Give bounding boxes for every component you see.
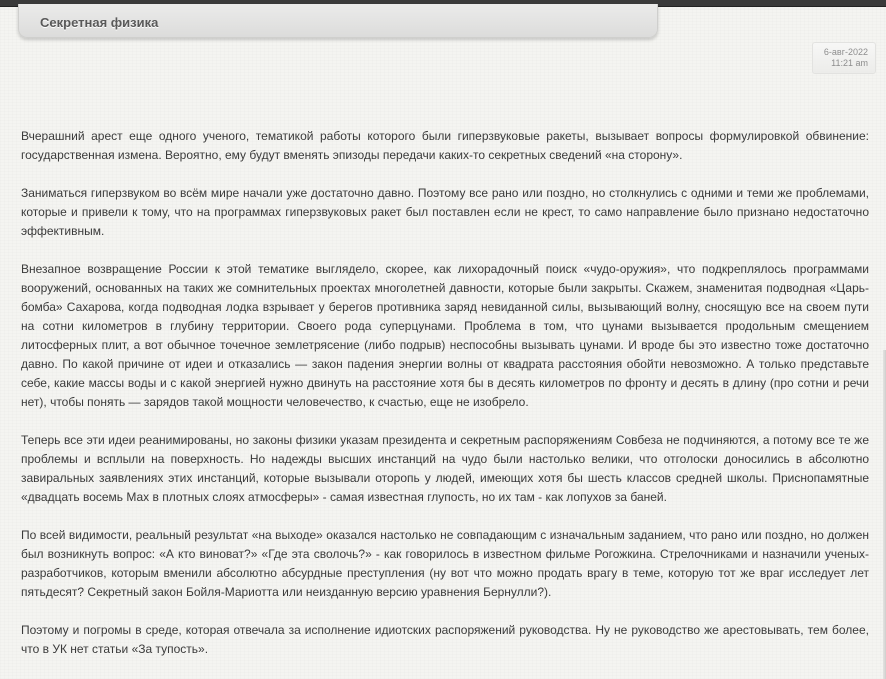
post-header (18, 4, 658, 38)
post-date-badge (812, 42, 876, 74)
post-date: 6-авг-2022 (823, 47, 868, 57)
post-paragraph: Вчерашний арест еще одного ученого, тематикой работы которого были гиперзвуковые ракеты, вызывает вопросы формулировкой обвинение: государственная измена. Вероятно, ему будут вменять эпизоды передачи каких-то секретных сведений «на сторону». (21, 129, 869, 162)
post-title[interactable]: Секретная физика (40, 15, 159, 30)
post-paragraph: Заниматься гиперзвуком во всём мире начали уже достаточно давно. Поэтому все рано или поздно, но столкнулись с одними и теми же проблемами, которые и привели к тому, что на программах гиперзвуковых ракет был поставлен если не крест, то само направление было признано недостаточно эффективным. (21, 186, 869, 238)
post-body (21, 127, 869, 659)
post-paragraph: Внезапное возвращение России к этой тематике выглядело, скорее, как лихорадочный поиск «чудо-оружия», что подкреплялось программами вооружений, основанных на таких же сомнительных проектах многолетней давности, которые были закрыты. Скажем, знаменитая подводная «Царь-бомба» Сахарова, когда подводная лодка взрывает у берегов противника заряд невиданной силы, вызывающий волну, сносящую все на своем пути на сотни километров в глубину территории. Своего рода суперцунами. Проблема в том, что цунами вызывается продольным смещением литосферных плит, а вот обычное точечное землетрясение (либо подрыв) неспособны вызывать цунами. И вроде бы это известно тоже достаточно давно. По какой причине от идеи и отказались — закон падения энергии волны от квадрата расстояния обойти невозможно. А только представьте себе, какие массы воды и с какой энергией нужно двинуть на расстояние хотя бы в десять километров по фронту и десять в длину (про сотни и речи нет), чтобы понять — зарядов такой мощности человечество, к счастью, еще не изобрело. (21, 262, 869, 409)
post-paragraph: Поэтому и погромы в среде, которая отвечала за исполнение идиотских распоряжений руководства. Ну не руководство же арестовывать, тем более, что в УК нет статьи «За тупость». (21, 623, 869, 656)
post-paragraph: По всей видимости, реальный результат «на выходе» оказался настолько не совпадающим с изначальным заданием, что рано или поздно, но должен был возникнуть вопрос: «А кто виноват?» «Где эта сволочь?» - как говорилось в известном фильме Рогожкина. Стрелочниками и назначили ученых-разработчиков, которым вменили абсолютно абсурдные преступления (ну вот что можно продать врагу в теме, которую тот же враг исследует лет пятьдесят? Секретный закон Бойля-Мариотта или неизданную версию уравнения Бернулли?). (21, 528, 869, 599)
post-paragraph: Теперь все эти идеи реанимированы, но законы физики указам президента и секретным распоряжениям Совбеза не подчиняются, а потому все те же проблемы и всплыли на поверхность. Но надежды высших инстанций на чудо были настолько велики, что отголоски доносились в абсолютно завиральных заявлениях этих инстанций, которые вызывали оторопь у людей, имеющих хотя бы шесть классов средней школы. Приснопамятные «двадцать восемь Мах в плотных слоях атмосферы» - самая известная глупость, но их там - как лопухов за баней. (21, 433, 869, 504)
post-time: 11:21 am (831, 58, 868, 68)
